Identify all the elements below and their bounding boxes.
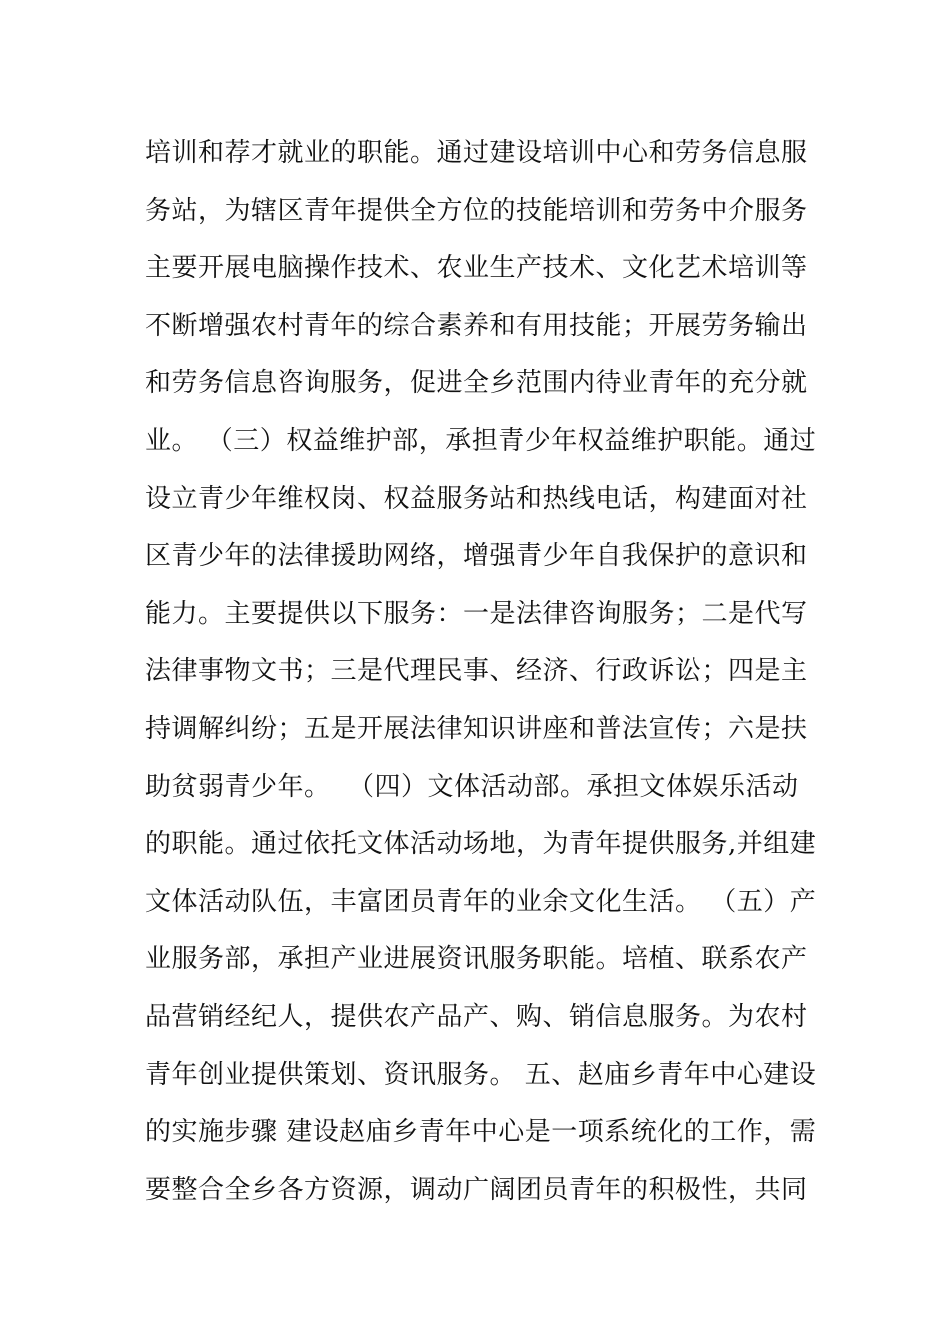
text-line: 的实施步骤 建设赵庙乡青年中心是一项系统化的工作，需 xyxy=(145,1117,817,1148)
text-line: 助贫弱青少年。 （四）文体活动部。承担文体娱乐活动 xyxy=(145,771,799,802)
text-line: 业。 （三）权益维护部，承担青少年权益维护职能。通过 xyxy=(145,425,817,456)
text-line: 的职能。通过依托文体活动场地，为青年提供服务,并组建 xyxy=(145,829,817,860)
text-line: 区青少年的法律援助网络，增强青少年自我保护的意识和 xyxy=(145,541,808,572)
text-line: 能力。主要提供以下服务：一是法律咨询服务；二是代写 xyxy=(145,598,808,629)
text-line: 持调解纠纷；五是开展法律知识讲座和普法宣传；六是扶 xyxy=(145,713,808,744)
text-line: 品营销经纪人，提供农产品产、购、销信息服务。为农村 xyxy=(145,1001,808,1032)
text-line: 不断增强农村青年的综合素养和有用技能；开展劳务输出 xyxy=(145,310,808,341)
text-line: 业服务部，承担产业进展资讯服务职能。培植、联系农产 xyxy=(145,944,808,975)
text-line: 主要开展电脑操作技术、农业生产技术、文化艺术培训等 xyxy=(145,253,808,284)
text-line: 法律事物文书；三是代理民事、经济、行政诉讼；四是主 xyxy=(145,656,808,687)
text-line: 务站，为辖区青年提供全方位的技能培训和劳务中介服务 xyxy=(145,195,808,226)
text-line: 青年创业提供策划、资讯服务。 五、赵庙乡青年中心建设 xyxy=(145,1059,817,1090)
body-text xyxy=(145,128,815,1222)
text-line: 设立青少年维权岗、权益服务站和热线电话，构建面对社 xyxy=(145,483,808,514)
text-line: 要整合全乡各方资源，调动广阔团员青年的积极性，共同 xyxy=(145,1174,808,1205)
text-line: 和劳务信息咨询服务，促进全乡范围内待业青年的充分就 xyxy=(145,368,808,399)
text-line: 培训和荐才就业的职能。通过建设培训中心和劳务信息服 xyxy=(145,138,808,168)
text-line: 文体活动队伍，丰富团员青年的业余文化生活。 （五）产 xyxy=(145,886,817,917)
